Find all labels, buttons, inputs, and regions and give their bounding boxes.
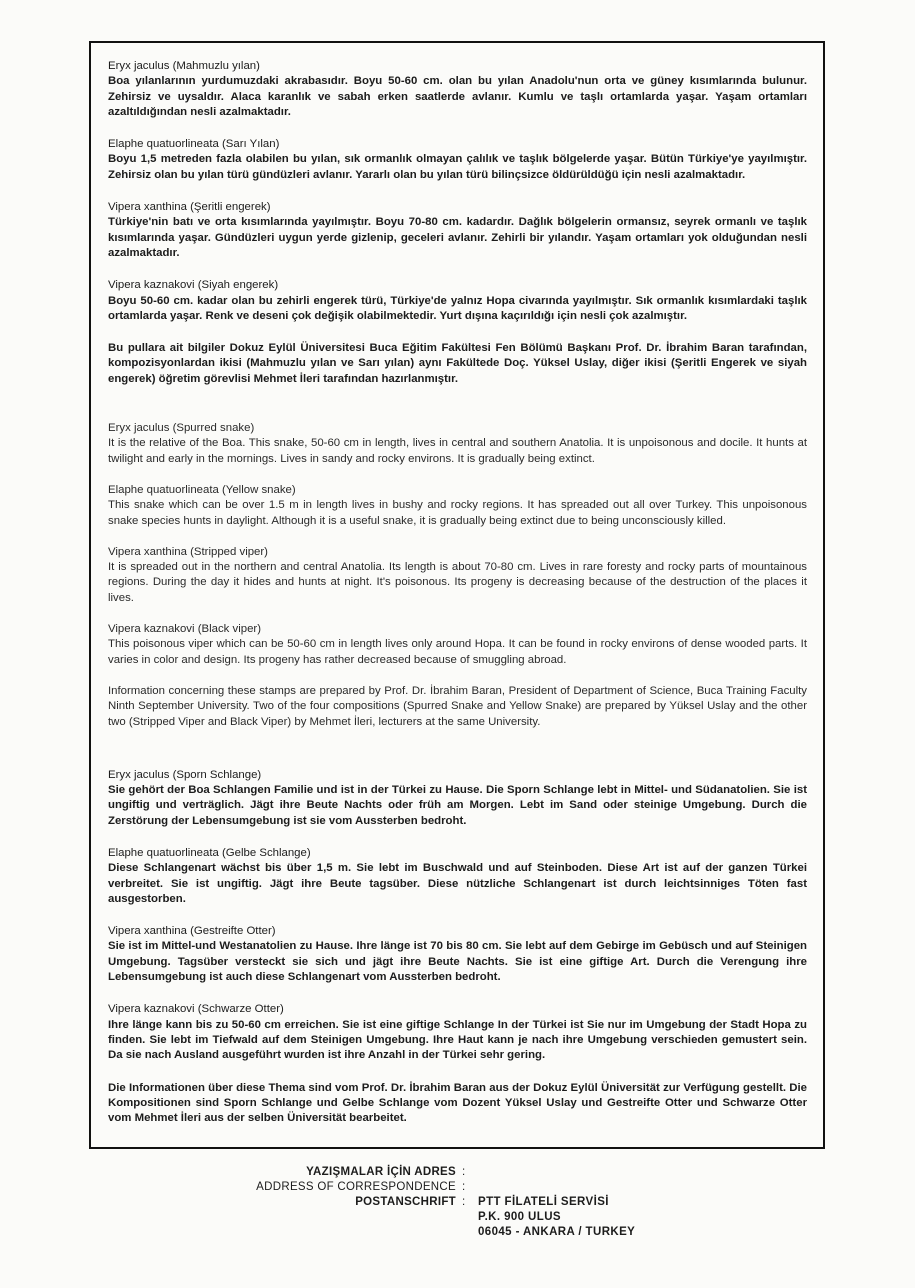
address-line-3: 06045 - ANKARA / TURKEY	[478, 1226, 636, 1238]
species-block-de-1	[108, 768, 807, 829]
species-block-en-4	[108, 622, 807, 668]
species-block-tr-4	[108, 278, 807, 324]
credits-de	[108, 1081, 807, 1127]
turkish-section	[108, 59, 807, 387]
species-heading: Elaphe quatuorlineata (Gelbe Schlange)	[108, 846, 311, 859]
address-row-de	[200, 1195, 700, 1210]
address-row-5	[200, 1225, 700, 1240]
text-frame	[89, 41, 825, 1149]
species-description: Boa yılanlarının yurdumuzdaki akrabasıdır. Boyu 50-60 cm. olan bu yılan Anadolu'nun orta ve güney kısımlarında bulunur. Zehirsiz ve uysaldır. Alaca karanlık ve sabah erken saatlerde avlanır. Kumlu ve taşlı ortamlarda yaşar. Yaşam ortamları azaltıldığından nesli azalmaktadır.	[108, 75, 807, 118]
species-block-tr-3	[108, 200, 807, 261]
species-heading: Vipera xanthina (Stripped viper)	[108, 545, 268, 558]
species-description: Sie gehört der Boa Schlangen Familie und ist in der Türkei zu Hause. Die Sporn Schlange lebt in Mittel- und Südanatolien. Sie ist ungiftig und verträglich. Jägt ihre Beute Nachts oder früh am Morgen. Lebt im Sand oder steinige Umgebung. Durch die Zerstörung der Lebensumgebung ist sie vom Aussterben bedroht.	[108, 784, 807, 827]
credits-tr	[108, 341, 807, 387]
address-label-tr: YAZIŞMALAR İÇİN ADRES	[306, 1166, 456, 1178]
credits-text: Information concerning these stamps are prepared by Prof. Dr. İbrahim Baran, President of Department of Science, Buca Training Faculty Ninth September University. Two of the four compositions (Spurred Snake and Yellow Snake) are prepared by Yüksel Uslay and the other two (Stripped Viper and Black Viper) by Mehmet İleri, lecturers at the same University.	[108, 684, 807, 728]
species-description: Ihre länge kann bis zu 50-60 cm erreichen. Sie ist eine giftige Schlange In der Türkei ist Sie nur im Umgebung der Stadt Hopa zu finden. Sie lebt im Tiefwald auf dem Steinigen Umgebung. Ihre Haut kann je nach ihre Umgebung verschieden gemustert sein. Da sie nach Ausland ausgeführt wurden ist ihre Anzahl in der Türkei sehr gering.	[108, 1018, 807, 1062]
species-block-de-2	[108, 846, 807, 907]
species-heading: Vipera kaznakovi (Schwarze Otter)	[108, 1003, 284, 1016]
species-heading: Eryx jaculus (Sporn Schlange)	[108, 768, 262, 781]
species-block-en-3	[108, 545, 807, 606]
species-block-de-3	[108, 924, 807, 985]
address-row-tr	[200, 1165, 700, 1180]
species-block-tr-2	[108, 137, 807, 183]
species-description: Türkiye'nin batı ve orta kısımlarında yayılmıştır. Boyu 70-80 cm. kadardır. Dağlık bölgelerin ormansız, seyrek ormanlı ve taşlık kısımlarında yaşar. Gündüzleri uygun yerde gizlenip, geceleri avlanır. Zehirli bir yılandır. Yaşam ortamları yok olduğundan nesli azalmaktadır.	[108, 216, 807, 259]
address-label-de: POSTANSCHRIFT	[355, 1196, 456, 1208]
species-description: This snake which can be over 1.5 m in length lives in bushy and rocky regions. It has spreaded out all over Turkey. This unpoisonous snake species hunts in daylight. Although it is a useful snake, it is gradually being extinct due to being unconsciously killed.	[108, 499, 807, 527]
species-heading: Elaphe quatuorlineata (Yellow snake)	[108, 483, 296, 496]
address-label-en: ADDRESS OF CORRESPONDENCE	[256, 1181, 456, 1193]
credits-text: Die Informationen über diese Thema sind vom Prof. Dr. İbrahim Baran aus der Dokuz Eylül Üniversität zur Verfügung gestellt. Die Kompositionen sind Sporn Schlange und Gelbe Schlange vom Dozent Yüksel Uslay und Gestreifte Otter und Schwarze Otter vom Mehmet İleri aus der selben Üniversität bearbeitet.	[108, 1081, 807, 1125]
address-colon: :	[462, 1196, 466, 1208]
species-block-de-4	[108, 1002, 807, 1063]
address-row-en	[200, 1180, 700, 1195]
species-heading: Vipera xanthina (Gestreifte Otter)	[108, 925, 276, 938]
species-description: Sie ist im Mittel-und Westanatolien zu Hause. Ihre länge ist 70 bis 80 cm. Sie lebt auf dem Gebirge im Gebüsch und auf Steinigen Umgebung. Tagsüber versteckt sie sich und jägt ihre Beute Nachts. Sie ist eine giftige Art. Durch die Verengung ihre Lebensumgebung ist auch diese Schlangenart vom Aussterben bedroht.	[108, 940, 807, 984]
address-line-1: PTT FİLATELİ SERVİSİ	[478, 1196, 609, 1208]
species-heading: Vipera kaznakovi (Black viper)	[108, 623, 261, 636]
address-colon: :	[462, 1181, 466, 1193]
species-block-en-1	[108, 421, 807, 467]
species-description: Diese Schlangenart wächst bis über 1,5 m. Sie lebt im Buschwald und auf Steinboden. Diese Art ist auf der ganzen Türkei verbreitet. Sie ist ungiftig. Jägt ihre Beute tagsüber. Diese nützliche Schlangenart ist durch leichtsinniges Töten fast ausgestorben.	[108, 862, 807, 905]
species-description: It is the relative of the Boa. This snake, 50-60 cm in length, lives in central and southern Anatolia. It is unpoisonous and docile. It hunts at twilight and early in the mornings. Lives in sandy and rocky environs. It is gradually being extinct.	[108, 437, 807, 465]
german-section	[108, 768, 807, 1127]
english-section	[108, 421, 807, 730]
species-heading: Vipera xanthina (Şeritli engerek)	[108, 201, 271, 214]
address-line-2: P.K. 900 ULUS	[478, 1211, 561, 1223]
species-description: It is spreaded out in the northern and central Anatolia. Its length is about 70-80 cm. Lives in rare foresty and rocky parts of mountainous regions. During the day it hides and hunts at night. It's poisonous. Its progeny is decreasing because of the destruction of the places it lives.	[108, 561, 807, 604]
credits-en	[108, 684, 807, 730]
species-heading: Eryx jaculus (Spurred snake)	[108, 422, 255, 435]
species-block-tr-1	[108, 59, 807, 120]
credits-text: Bu pullara ait bilgiler Dokuz Eylül Üniversitesi Buca Eğitim Fakültesi Fen Bölümü Başkanı Prof. Dr. İbrahim Baran tarafından, kompozisyonlardan ikisi (Mahmuzlu yılan ve Sarı yılan) aynı Fakültede Doç. Yüksel Uslay, diğer ikisi (Şeritli Engerek ve siyah engerek) öğretim görevlisi Mehmet İleri tarafından hazırlanmıştır.	[108, 342, 807, 385]
address-row-4	[200, 1210, 700, 1225]
address-colon: :	[462, 1166, 466, 1178]
species-description: Boyu 50-60 cm. kadar olan bu zehirli engerek türü, Türkiye'de yalnız Hopa civarında yayılmıştır. Sık ormanlık kısımlardaki taşlık ortamlarda yaşar. Renk ve deseni çok değişik olabilmektedir. Yurt dışına kaçırıldığı için nesli çok azalmıştır.	[108, 294, 807, 322]
species-description: Boyu 1,5 metreden fazla olabilen bu yılan, sık ormanlık olmayan çalılık ve taşlık bölgelerde yaşar. Bütün Türkiye'ye yayılmıştır. Zehirsiz olan bu yılan türü gündüzleri avlanır. Yararlı olan bu yılan türü bilinçsizce öldürüldüğü için nesli azalmaktadır.	[108, 153, 807, 181]
species-block-en-2	[108, 483, 807, 529]
correspondence-address	[200, 1165, 700, 1240]
species-heading: Eryx jaculus (Mahmuzlu yılan)	[108, 60, 260, 72]
species-description: This poisonous viper which can be 50-60 cm in length lives only around Hopa. It can be found in rocky environs of dense wooded parts. It varies in color and design. Its progeny has rather decreased because of smuggling abroad.	[108, 638, 807, 666]
species-heading: Vipera kaznakovi (Siyah engerek)	[108, 279, 279, 292]
species-heading: Elaphe quatuorlineata (Sarı Yılan)	[108, 138, 280, 151]
